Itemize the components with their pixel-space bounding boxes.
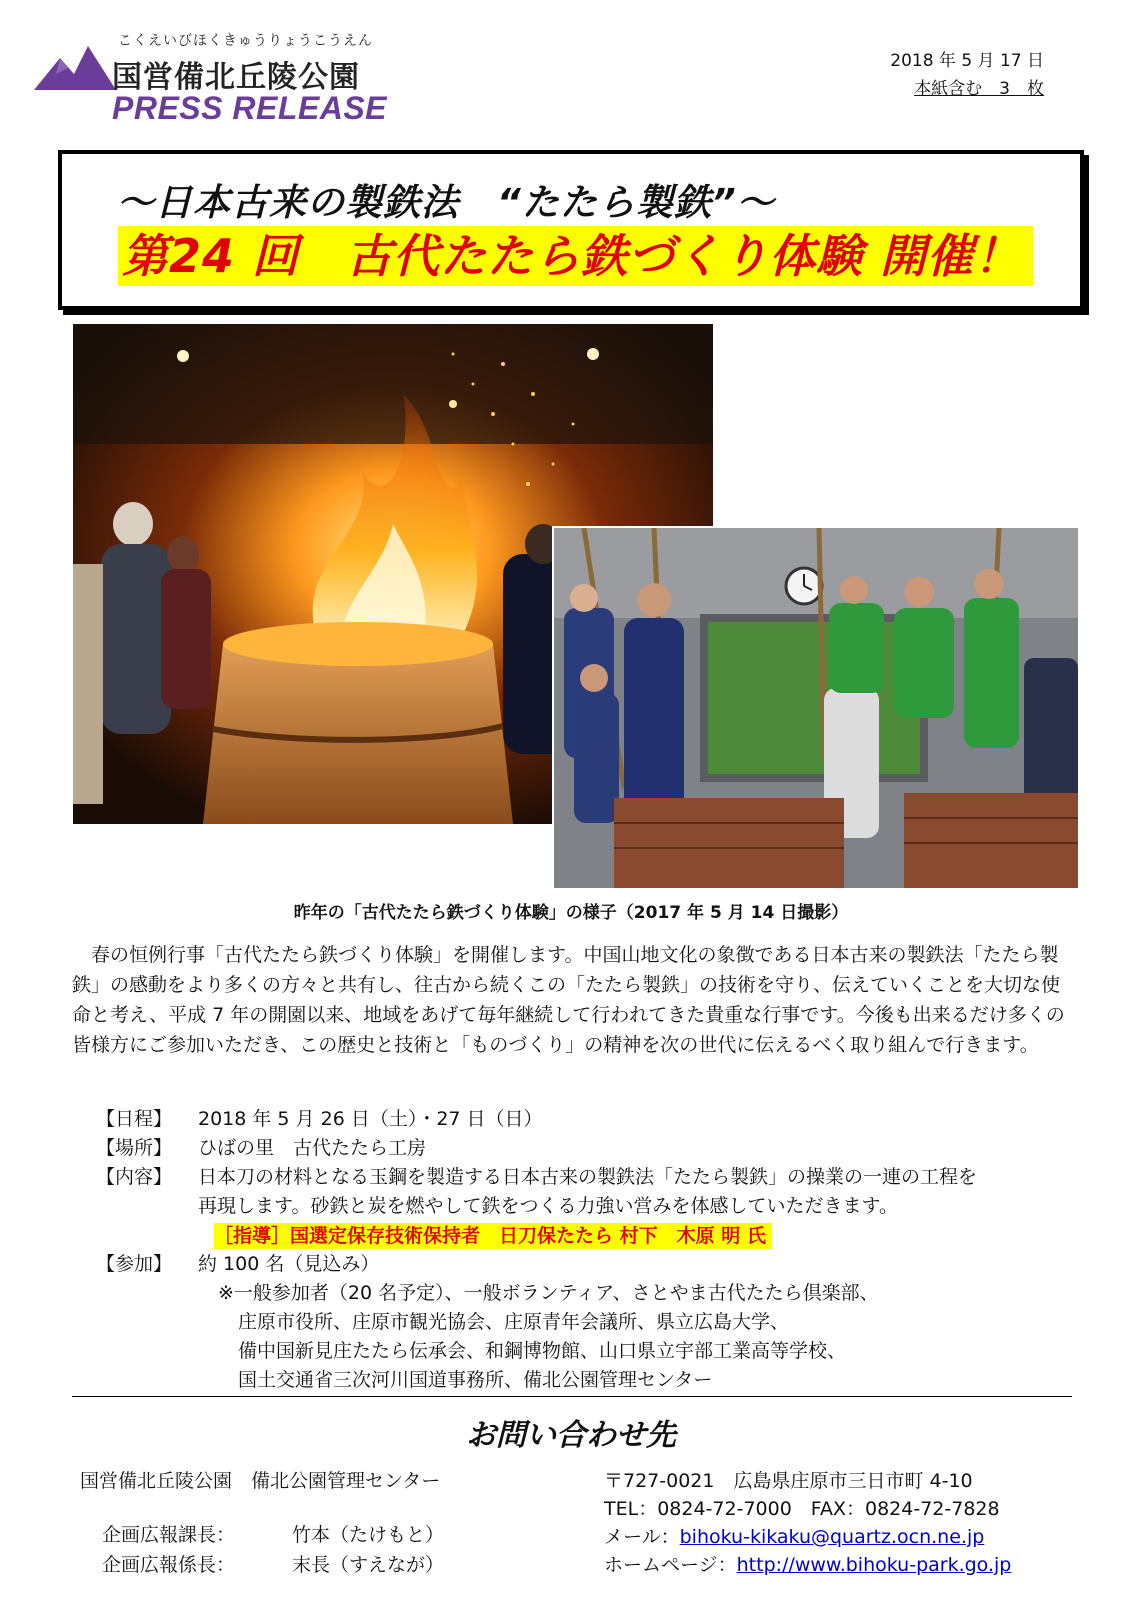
place-label: 【場所】 bbox=[96, 1137, 173, 1159]
content-line-1: 日本刀の材料となる玉鋼を製造する日本古来の製鉄法「たたら製鉄」の操業の一連の工程を bbox=[198, 1166, 978, 1188]
title-main: 第24 回 古代たたら鉄づくり体験 開催！ bbox=[118, 226, 1033, 286]
mail-link[interactable]: bihoku-kikaku@quartz.ocn.ne.jp bbox=[679, 1526, 985, 1548]
photo-caption: 昨年の「古代たたら鉄づくり体験」の様子（2017 年 5 月 14 日撮影） bbox=[293, 903, 849, 923]
participants-label: 【参加】 bbox=[96, 1253, 173, 1275]
content-row bbox=[96, 1163, 977, 1192]
contact-tel-fax: TEL：0824-72-7000 FAX：0824-72-7828 bbox=[604, 1498, 1000, 1520]
org-name: 国営備北丘陵公園 bbox=[112, 60, 360, 95]
mail-label: メール： bbox=[604, 1526, 680, 1548]
participants-note-1: ※一般参加者（20 名予定）、一般ボランティア、さとやま古代たたら倶楽部、 bbox=[218, 1282, 879, 1304]
content-row-2 bbox=[198, 1192, 898, 1221]
contact-role-1: 企画広報課長： bbox=[102, 1524, 236, 1546]
page-count: 本紙含む 3 枚 bbox=[914, 79, 1044, 99]
schedule-value: 2018 年 5 月 26 日（土）・27 日（日） bbox=[198, 1108, 543, 1130]
participants-row bbox=[96, 1250, 379, 1279]
participants-note-3: 備中国新見庄たたら伝承会、和鋼博物館、山口県立宇部工業高等学校、 bbox=[238, 1340, 847, 1362]
contact-name-1: 竹本（たけもと） bbox=[292, 1524, 445, 1546]
title-subtitle: ～日本古来の製鉄法 “たたら製鉄”～ bbox=[117, 181, 775, 224]
guidance-highlight: ［指導］国選定保存技術保持者 日刀保たたら 村下 木原 明 氏 bbox=[214, 1223, 772, 1249]
contact-web-row bbox=[604, 1550, 1011, 1580]
bellows-photo bbox=[552, 526, 1080, 890]
schedule-label: 【日程】 bbox=[96, 1108, 173, 1130]
contact-role-2: 企画広報係長： bbox=[102, 1554, 236, 1576]
intro-text: 春の恒例行事「古代たたら鉄づくり体験」を開催します。中国山地文化の象徴である日本古来の製鉄法「たたら製鉄」の感動をより多くの方々と共有し、往古から続くこの「たたら製鉄」の技術を守り、伝えていくことを大切な使命と考え、平成 7 年の開園以来、地域をあげて毎年継続して行われてきた貴重な行事です。今後も出来るだけ多くの皆様方にご参加いただき、この歴史と技術と「ものづくり」の精神を次の世代に伝えるべく取り組んで行きます。 bbox=[72, 944, 1065, 1056]
org-name-reading: こくえいびほくきゅうりょうこうえん bbox=[118, 33, 373, 49]
content-label: 【内容】 bbox=[96, 1166, 173, 1188]
web-label: ホームページ： bbox=[604, 1554, 737, 1576]
contact-org: 国営備北丘陵公園 備北公園管理センター bbox=[80, 1470, 441, 1492]
intro-paragraph bbox=[72, 940, 1070, 1060]
content-line-2: 再現します。砂鉄と炭を燃やして鉄をつくる力強い営みを体感していただきます。 bbox=[198, 1195, 898, 1217]
park-logo-mountains-icon bbox=[34, 44, 116, 92]
divider bbox=[72, 1396, 1072, 1397]
participants-value: 約 100 名（見込み） bbox=[198, 1253, 380, 1275]
contact-address: 〒727-0021 広島県庄原市三日市町 4-10 bbox=[604, 1470, 973, 1492]
place-row bbox=[96, 1134, 426, 1163]
release-date: 2018 年 5 月 17 日 bbox=[890, 51, 1044, 71]
contact-mail-row bbox=[604, 1522, 984, 1552]
participants-note-2: 庄原市役所、庄原市観光協会、庄原青年会議所、県立広島大学、 bbox=[238, 1311, 790, 1333]
contact-name-2: 末長（すえなが） bbox=[292, 1554, 445, 1576]
homepage-link[interactable]: http://www.bihoku-park.go.jp bbox=[736, 1554, 1012, 1576]
contact-heading: お問い合わせ先 bbox=[466, 1418, 676, 1453]
participants-note-4: 国土交通省三次河川国道事務所、備北公園管理センター bbox=[238, 1369, 713, 1391]
schedule-row bbox=[96, 1105, 543, 1134]
press-release-label: PRESS RELEASE bbox=[112, 90, 388, 126]
place-value: ひばの里 古代たたら工房 bbox=[198, 1137, 427, 1159]
